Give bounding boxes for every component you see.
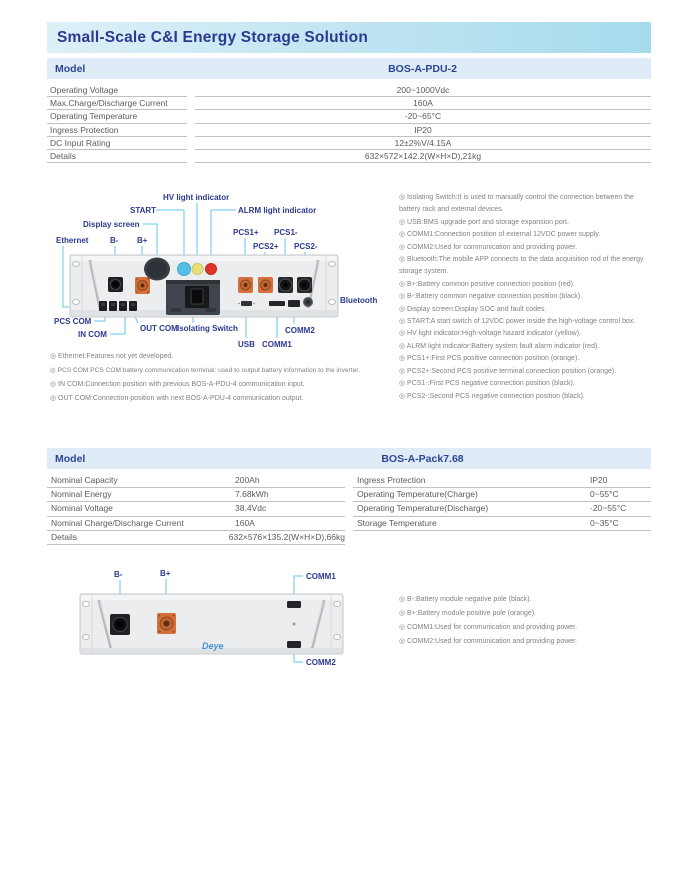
b-plus-connector-icon bbox=[135, 277, 150, 294]
spec-table-pdu bbox=[47, 58, 651, 163]
row-value: 200~1000Vdc bbox=[195, 84, 651, 97]
label-comm1: COMM1 bbox=[306, 572, 336, 581]
row-value: 632×572×142.2(W×H×D),21kg bbox=[195, 150, 651, 163]
table-row bbox=[47, 110, 651, 123]
label-pcs2-plus: PCS2+ bbox=[253, 242, 279, 251]
isolating-switch-icon bbox=[166, 280, 220, 315]
row-value: IP20 bbox=[195, 124, 651, 137]
comm1-port-icon bbox=[269, 301, 285, 306]
pcs2-minus-connector-icon bbox=[297, 277, 312, 293]
label-alrm-indicator: ALRM light indicator bbox=[238, 206, 317, 215]
pdu-notes-right bbox=[399, 192, 651, 403]
row-label: Ingress Protection bbox=[357, 475, 426, 485]
pack-notes bbox=[399, 593, 649, 649]
deye-logo: Deye bbox=[202, 641, 224, 651]
label-pcs1-minus: PCS1- bbox=[274, 228, 298, 237]
spec-table-pdu-header bbox=[47, 58, 651, 79]
row-value: 200Ah bbox=[235, 475, 260, 485]
note: ◎ Ethernet:Features not yet developed. bbox=[50, 353, 174, 360]
label-comm2: COMM2 bbox=[285, 326, 315, 335]
note: ◎ PCS2-:Second PCS negative connection position (black). bbox=[399, 392, 585, 400]
page-title: Small-Scale C&I Energy Storage Solution bbox=[57, 28, 368, 46]
table-row bbox=[47, 137, 651, 150]
note: ◎ ALRM light indicator:Battery system fault alarm indicator (red). bbox=[399, 342, 600, 350]
row-label: Operating Temperature bbox=[47, 110, 187, 123]
label-b-minus: B- bbox=[114, 570, 123, 579]
row-label: Ingress Protection bbox=[47, 124, 187, 137]
table-row bbox=[47, 502, 345, 516]
table-row bbox=[47, 488, 345, 502]
note: ◎ B-:Battery common negative connection position (black). bbox=[399, 293, 583, 301]
row-value: 0~35°C bbox=[590, 517, 619, 528]
label-pcs-com: PCS COM bbox=[54, 317, 92, 326]
row-value: -20~55°C bbox=[590, 503, 627, 514]
b-plus-connector-icon bbox=[157, 613, 176, 634]
note: ◎ COMM2:Used for communication and providing power. bbox=[399, 243, 578, 251]
table-row bbox=[353, 517, 651, 531]
note: ◎ PCS2+:Second PCS positive terminal connection position (orange). bbox=[399, 367, 617, 375]
note: ◎ USB:BMS upgrade port and storage expansion port. bbox=[399, 218, 569, 226]
bluetooth-icon bbox=[304, 298, 313, 307]
note: ◎ B-:Battery module negative pole (black). bbox=[399, 596, 532, 603]
row-value: 12±2%V/4.15A bbox=[195, 137, 651, 150]
comm1-port-icon bbox=[287, 601, 301, 608]
row-label: DC Input Rating bbox=[47, 137, 187, 150]
label-in-com: IN COM bbox=[78, 330, 107, 339]
row-label: Operating Voltage bbox=[47, 84, 187, 97]
table-row bbox=[47, 517, 345, 531]
row-label: Operating Temperature(Charge) bbox=[357, 489, 478, 500]
table-row bbox=[47, 84, 651, 97]
model-value: BOS-A-Pack7.68 bbox=[381, 452, 464, 465]
label-bluetooth: Bluetooth bbox=[340, 296, 378, 305]
note: ◎ Display screen:Display SOC and fault codes. bbox=[399, 305, 547, 313]
row-label: Details bbox=[47, 150, 187, 163]
row-value: 160A bbox=[195, 97, 651, 110]
start-button-icon bbox=[178, 263, 191, 276]
comm2-port-icon bbox=[288, 300, 300, 307]
note: ◎ Bluetooth:The mobile APP connects to the data acquisition rod of the energy storage system. bbox=[399, 256, 644, 276]
pack-device-illustration bbox=[47, 560, 397, 675]
label-ethernet: Ethernet bbox=[56, 236, 89, 245]
label-pcs2-minus: PCS2- bbox=[294, 242, 318, 251]
spec-table-pack-header bbox=[47, 448, 651, 469]
note: ◎ HV light indicator:High-voltage hazard indicator (yellow). bbox=[399, 330, 581, 338]
model-label: Model bbox=[55, 452, 86, 465]
row-label: Nominal Capacity bbox=[51, 475, 118, 485]
label-b-plus: B+ bbox=[160, 569, 171, 578]
pcs1-plus-connector-icon bbox=[238, 277, 253, 293]
row-value: 38.4Vdc bbox=[235, 503, 267, 514]
row-value: -20~65°C bbox=[195, 110, 651, 123]
row-label: Storage Temperature bbox=[357, 517, 437, 528]
row-label: Nominal Charge/Discharge Current bbox=[51, 517, 184, 528]
label-start: START bbox=[130, 206, 157, 215]
label-pcs1-plus: PCS1+ bbox=[233, 228, 259, 237]
center-screw-icon bbox=[293, 623, 296, 626]
b-minus-connector-icon bbox=[108, 277, 123, 292]
note: ◎ B+:Battery module positive pole (orange). bbox=[399, 610, 537, 617]
row-label: Nominal Energy bbox=[51, 489, 112, 500]
pcs2-plus-connector-icon bbox=[258, 277, 273, 293]
table-row bbox=[47, 531, 345, 545]
note: ◎ B+:Battery common positive connection position (red). bbox=[399, 280, 575, 288]
table-row bbox=[47, 150, 651, 163]
label-b-minus: B- bbox=[110, 236, 119, 245]
alrm-indicator-icon bbox=[206, 264, 217, 275]
title-band bbox=[47, 22, 651, 53]
pcs1-minus-connector-icon bbox=[278, 277, 293, 293]
note: ◎ Isolating Switch:It is used to manually control the connection between the battery rack and external devices. bbox=[399, 194, 634, 214]
row-label: Nominal Voltage bbox=[51, 503, 113, 514]
pdu-notes-left bbox=[50, 350, 402, 406]
row-label: Max.Charge/Discharge Current bbox=[47, 97, 187, 110]
note: ◎ PCS COM:PCS COM battery communication terminal: used to output battery information to the inverter. bbox=[50, 367, 360, 374]
pack-figure bbox=[47, 560, 651, 680]
comm2-port-icon bbox=[287, 641, 301, 648]
spec-table-pack bbox=[47, 448, 651, 545]
label-comm2: COMM2 bbox=[306, 658, 336, 667]
note: ◎ PCS1-:First PCS negative connection position (black). bbox=[399, 380, 575, 388]
row-value: IP20 bbox=[590, 475, 608, 485]
note: ◎ COMM2:Used for communication and providing power. bbox=[399, 638, 578, 645]
label-usb: USB bbox=[238, 340, 255, 349]
row-value: 632×576×135.2(W×H×D),66kg bbox=[228, 531, 345, 542]
model-label: Model bbox=[55, 62, 86, 75]
model-value: BOS-A-PDU-2 bbox=[388, 62, 457, 75]
row-label: Details bbox=[51, 531, 77, 542]
note: ◎ COMM1:Connection position of external 12VDC power supply. bbox=[399, 231, 601, 239]
note: ◎ PCS1+:First PCS positive connection position (orange). bbox=[399, 355, 580, 363]
label-isolating-switch: Isolating Switch bbox=[177, 324, 238, 333]
table-row bbox=[47, 124, 651, 137]
label-comm1: COMM1 bbox=[262, 340, 292, 349]
label-hv-indicator: HV light indicator bbox=[163, 193, 230, 202]
table-row bbox=[353, 502, 651, 516]
b-minus-connector-icon bbox=[110, 614, 130, 635]
table-row bbox=[353, 474, 651, 488]
note: ◎ COMM1:Used for communication and providing power. bbox=[399, 624, 578, 631]
label-out-com: OUT COM bbox=[140, 324, 178, 333]
row-value: 7.68kWh bbox=[235, 489, 269, 500]
hv-indicator-icon bbox=[192, 264, 203, 275]
row-label: Operating Temperature(Discharge) bbox=[357, 503, 489, 514]
note: ◎ OUT COM:Connection position with next BOS-A-PDU-4 communication output. bbox=[50, 395, 304, 402]
display-screen-icon bbox=[144, 258, 170, 281]
table-row bbox=[47, 97, 651, 110]
note: ◎ START:A start switch of 12VDC power inside the high-voltage control box. bbox=[399, 318, 636, 326]
table-row bbox=[353, 488, 651, 502]
note: ◎ IN COM:Connection position with previous BOS-A-PDU-4 communication input. bbox=[50, 381, 305, 388]
row-value: 160A bbox=[235, 517, 255, 528]
label-b-plus: B+ bbox=[137, 236, 148, 245]
pdu-figure bbox=[47, 190, 651, 415]
row-value: 0~55°C bbox=[590, 489, 619, 500]
table-row bbox=[47, 474, 345, 488]
label-display-screen: Display screen bbox=[83, 220, 140, 229]
